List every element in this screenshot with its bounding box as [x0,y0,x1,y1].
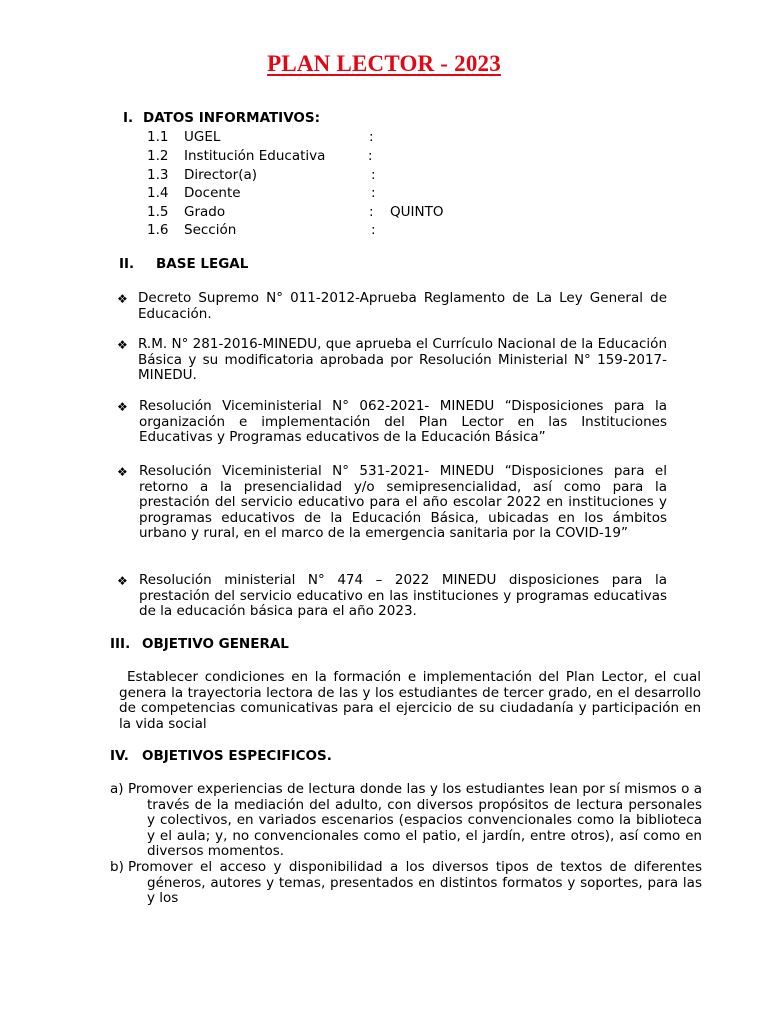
objective-label: b) [110,859,124,875]
datos-row-label: Grado [184,204,226,220]
diamond-bullet-icon: ❖ [117,292,128,306]
datos-row-number: 1.2 [147,148,169,164]
datos-row-value: QUINTO [390,204,444,220]
datos-row-label: Director(a) [184,167,258,183]
datos-row-number: 1.6 [147,222,169,238]
diamond-bullet-icon: ❖ [117,574,128,588]
diamond-bullet-icon: ❖ [117,465,128,479]
section-2-number: II. [119,256,135,272]
datos-row-colon: : [369,204,374,220]
objective-label: a) [110,781,124,797]
datos-row-number: 1.1 [147,129,169,145]
datos-row-colon: : [371,167,376,183]
page-title: PLAN LECTOR - 2023 [267,51,501,76]
section-2-heading: BASE LEGAL [156,256,249,272]
datos-row-number: 1.4 [147,185,169,201]
datos-row-label: UGEL [184,129,221,145]
datos-row-colon: : [371,185,376,201]
datos-row-label: Sección [184,222,237,238]
objetivo-general-text: Establecer condiciones en la formación e implementación del Plan Lector, el cual genera la trayectoria lectora de las y los estudiantes de tercer grado, en el desarrollo de competencias comunicativas para el ejercicio de su ciudadanía y participación en la vida social [119,669,701,732]
diamond-bullet-icon: ❖ [117,400,128,414]
section-3-number: III. [110,636,131,652]
legal-item: Resolución ministerial N° 474 – 2022 MINEDU disposiciones para la prestación del servicio educativo en las instituciones y programas educativas de la educación básica para el año 2023. [139,572,667,619]
section-1-number: I. [123,110,134,126]
datos-row-label: Institución Educativa [184,148,326,164]
datos-row-number: 1.5 [147,204,169,220]
datos-row-colon: : [368,148,373,164]
section-3-heading: OBJETIVO GENERAL [142,636,289,652]
legal-item: Resolución Viceministerial N° 531-2021- MINEDU “Disposiciones para el retorno a la presencialidad y/o semipresencialidad, así como para la prestación del servicio educativo para el año escolar 2022 en instituciones y programas educativos de la Educación Básica, ubicadas en los ámbitos urbano y rural, en el marco de la emergencia sanitaria por la COVID-19” [139,463,667,541]
legal-item: Decreto Supremo N° 011-2012-Aprueba Reglamento de La Ley General de Educación. [138,290,667,322]
objective-item [128,782,702,860]
section-4-number: IV. [110,748,129,764]
diamond-bullet-icon: ❖ [117,338,128,352]
objective-text: Promover el acceso y disponibilidad a los diversos tipos de textos de diferentes géneros, autores y temas, presentados en distintos formatos y soportes, para las y los [128,859,702,906]
datos-row-colon: : [369,129,374,145]
legal-item: R.M. N° 281-2016-MINEDU, que aprueba el Currículo Nacional de la Educación Básica y su modificatoria aprobada por Resolución Ministerial N° 159-2017- MINEDU. [138,336,667,383]
datos-row-label: Docente [184,185,241,201]
datos-row-number: 1.3 [147,167,169,183]
section-4-heading: OBJETIVOS ESPECIFICOS. [142,748,332,764]
legal-item: Resolución Viceministerial N° 062-2021- MINEDU “Disposiciones para la organización e implementación del Plan Lector en las Instituciones Educativas y Programas educativos de la Educación Básica” [139,398,667,445]
section-1-heading: DATOS INFORMATIVOS: [143,110,321,126]
objective-item [128,860,702,907]
datos-row-colon: : [371,222,376,238]
objective-text: Promover experiencias de lectura donde las y los estudiantes lean por sí mismos o a través de la mediación del adulto, con diversos propósitos de lectura personales y colectivos, en variados escenarios (espacios convencionales como la biblioteca y el aula; y, no convencionales como el patio, el jardín, entre otros), así como en diversos momentos. [128,781,702,859]
